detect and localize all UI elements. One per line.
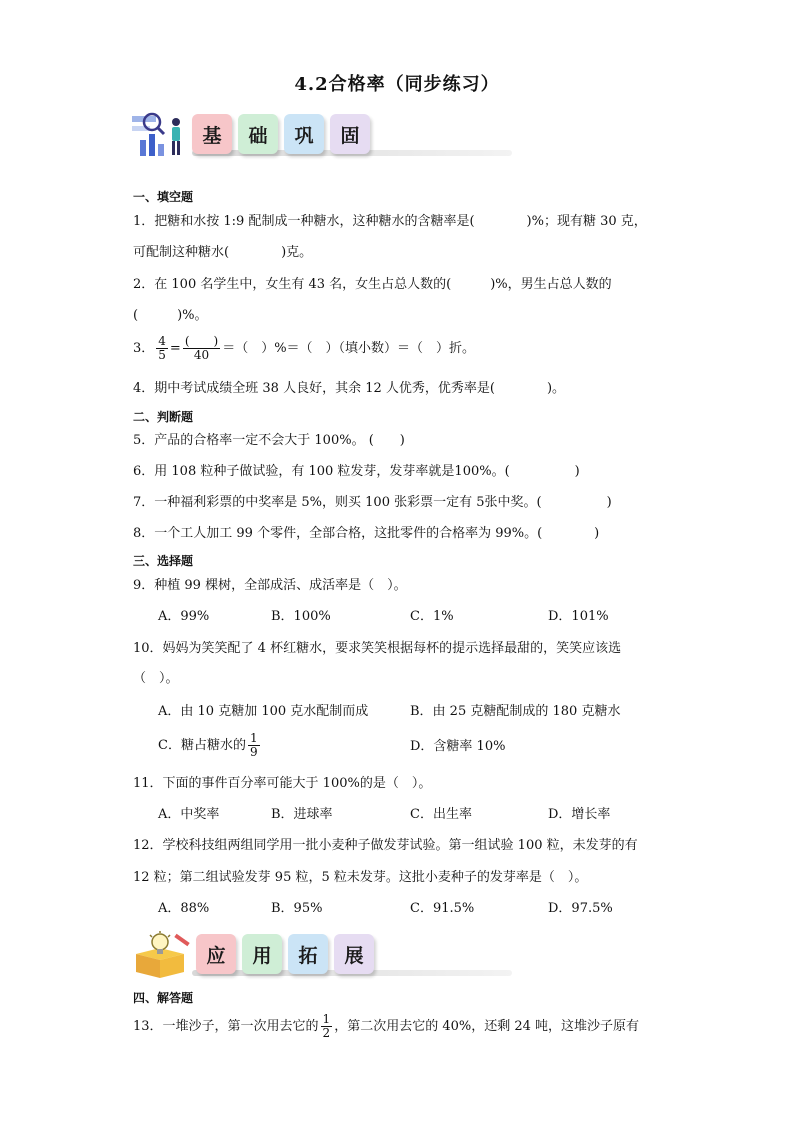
q12-option-d: D．97.5% [548, 901, 613, 916]
question-1-line-1: 1．把糖和水按 1:9 配制成一种糖水，这种糖水的含糖率是( )%；现有糖 30 克， [133, 214, 647, 229]
section-true-false: 二、判断题 [133, 410, 194, 424]
page-title: 4.2合格率（同步练习） [294, 74, 500, 95]
question-2-line-1: 2．在 100 名学生中，女生有 43 名，女生占总人数的( )%，男生占总人数的 [133, 277, 612, 292]
section-fill-blank: 一、填空题 [133, 190, 194, 204]
q11-option-d: D．增长率 [548, 807, 611, 822]
q11-option-a: A．中奖率 [158, 807, 220, 822]
question-3: 3． $\frac{4}{5}$ = $\frac{( )}{40}$ ＝（ ）%＝（ ）（填小数）＝（ ）折。 [133, 334, 476, 362]
q10-option-c: C．糖占糖水的 $\frac{1}{9}$ [158, 731, 258, 759]
q12-option-b: B．95% [271, 901, 323, 916]
banner-char-3: 巩 [284, 114, 324, 154]
section-multiple-choice: 三、选择题 [133, 554, 194, 568]
question-3-rest: ＝（ ）%＝（ ）（填小数）＝（ ）折。 [222, 341, 476, 356]
question-1-line-2: 可配制这种糖水( )克。 [133, 245, 313, 260]
fraction-blank-40: $\frac{( )}{40}$ [184, 334, 219, 362]
q9-option-c: C．1% [410, 609, 454, 624]
banner2-char-4: 展 [334, 934, 374, 974]
question-4: 4．期中考试成绩全班 38 人良好，其余 12 人优秀，优秀率是( )。 [133, 381, 566, 396]
banner-char-2: 础 [238, 114, 278, 154]
q10-option-a: A．由 10 克糖加 100 克水配制而成 [158, 704, 369, 719]
question-6: 6．用 108 粒种子做试验，有 100 粒发芽，发芽率就是100%。( ) [133, 464, 580, 479]
banner-char-1: 基 [192, 114, 232, 154]
question-3-number: 3． [133, 341, 155, 356]
question-12-line-2: 12 粒；第二组试验发芽 95 粒，5 粒未发芽。这批小麦种子的发芽率是（ ）。 [133, 870, 588, 885]
q11-option-c: C．出生率 [410, 807, 472, 822]
question-10-line-1: 10．妈妈为笑笑配了 4 杯红糖水，要求笑笑根据每杯的提示选择最甜的，笑笑应该选 [133, 641, 622, 656]
q10-option-d: D．含糖率 10% [410, 739, 506, 754]
q11-option-b: B．进球率 [271, 807, 333, 822]
banner-char-4: 固 [330, 114, 370, 154]
q12-option-c: C．91.5% [410, 901, 475, 916]
q9-option-a: A．99% [158, 609, 210, 624]
question-12-line-1: 12．学校科技组两组同学用一批小麦种子做发芽试验。第一组试验 100 粒，未发芽的有 [133, 838, 638, 853]
question-7: 7．一种福利彩票的中奖率是 5%，则买 100 张彩票一定有 5张中奖。( ) [133, 495, 612, 510]
q10-option-b: B．由 25 克糖配制成的 180 克糖水 [410, 704, 621, 719]
q12-option-a: A．88% [158, 901, 210, 916]
fraction-1-9: $\frac{1}{9}$ [249, 731, 258, 759]
question-5: 5．产品的合格率一定不会大于 100%。 ( ) [133, 433, 405, 448]
banner2-char-2: 用 [242, 934, 282, 974]
banner2-char-3: 拓 [288, 934, 328, 974]
question-10-line-2: （ ）。 [133, 671, 179, 686]
question-13: 13．一堆沙子，第一次用去它的 $\frac{1}{2}$ ，第二次用去它的 40%，还剩 24 吨，这堆沙子原有 [133, 1012, 640, 1040]
section-word-problems: 四、解答题 [133, 991, 194, 1005]
banner2-char-1: 应 [196, 934, 236, 974]
fraction-4-5: $\frac{4}{5}$ [158, 334, 166, 362]
question-2-line-2: ( )%。 [133, 308, 208, 323]
magnifier-chart-icon [130, 110, 188, 160]
q9-option-d: D．101% [548, 609, 609, 624]
question-8: 8．一个工人加工 99 个零件，全部合格，这批零件的合格率为 99%。( ) [133, 526, 600, 541]
fraction-1-2: $\frac{1}{2}$ [322, 1012, 331, 1040]
question-11: 11．下面的事件百分率可能大于 100%的是（ ）。 [133, 776, 432, 791]
question-9: 9．种植 99 棵树，全部成活、成活率是（ ）。 [133, 578, 407, 593]
banner-application-extension [130, 930, 530, 980]
q9-option-b: B．100% [271, 609, 331, 624]
lightbulb-box-icon [130, 930, 192, 980]
banner-basic-consolidation [130, 110, 530, 160]
